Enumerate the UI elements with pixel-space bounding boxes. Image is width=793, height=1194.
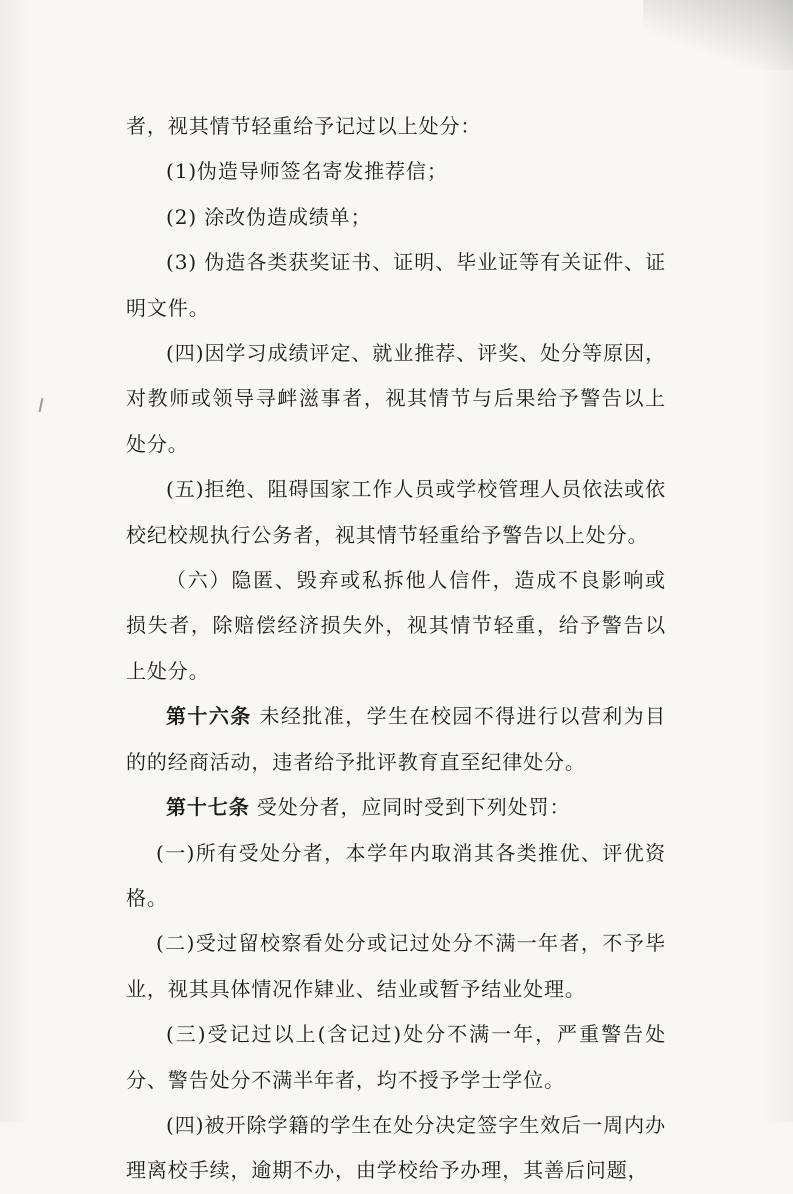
scan-mark — [39, 398, 44, 412]
article-16-heading: 第十六条 — [166, 704, 252, 729]
article-17-heading: 第十七条 — [166, 795, 250, 820]
paragraph-continuation: 者，视其情节轻重给予记过以上处分： — [126, 114, 482, 138]
paragraph-item-3: (3) 伪造各类获奖证书、证明、毕业证等有关证件、证明文件。 — [126, 250, 666, 320]
paragraph-article-17 — [126, 785, 666, 830]
paragraph-penalty-1: (一)所有受处分者，本学年内取消其各类推优、评优资格。 — [126, 840, 666, 910]
paragraph-penalty-4: (四)被开除学籍的学生在处分决定签字生效后一周内办理离校手续，逾期不办，由学校给予办理，其善后问题， — [126, 1112, 666, 1183]
paragraph-item-2: (2) 涂改伪造成绩单； — [166, 204, 372, 229]
paragraph-clause-6: （六）隐匿、毁弃或私拆他人信件，造成不良影响或损失者，除赔偿经济损失外，视其情节轻重，给予警告以上处分。 — [126, 568, 666, 683]
paragraph-item-1: (1)伪造导师签名寄发推荐信； — [166, 159, 448, 184]
paragraph-penalty-3: (三)受记过以上(含记过)处分不满一年，严重警告处分、警告处分不满半年者，均不授予学士学位。 — [126, 1022, 666, 1092]
article-16-text: 未经批准，学生在校园不得进行以营利为目的的经商活动，违者给予批评教育直至纪律处分。 — [126, 704, 666, 774]
article-17-text: 受处分者，应同时受到下列处罚： — [249, 795, 571, 820]
document-body — [126, 104, 666, 1194]
paragraph-article-16 — [126, 694, 666, 785]
scan-shadow — [643, 0, 793, 70]
paragraph-clause-5: (五)拒绝、阻碍国家工作人员或学校管理人员依法或依校纪校规执行公务者，视其情节轻重给予警告以上处分。 — [126, 477, 666, 547]
paragraph-penalty-2: (二)受过留校察看处分或记过处分不满一年者，不予毕业，视其具体情况作肄业、结业或暂予结业处理。 — [126, 931, 666, 1001]
paragraph-clause-4: (四)因学习成绩评定、就业推荐、评奖、处分等原因，对教师或领导寻衅滋事者，视其情节与后果给予警告以上处分。 — [126, 341, 666, 456]
